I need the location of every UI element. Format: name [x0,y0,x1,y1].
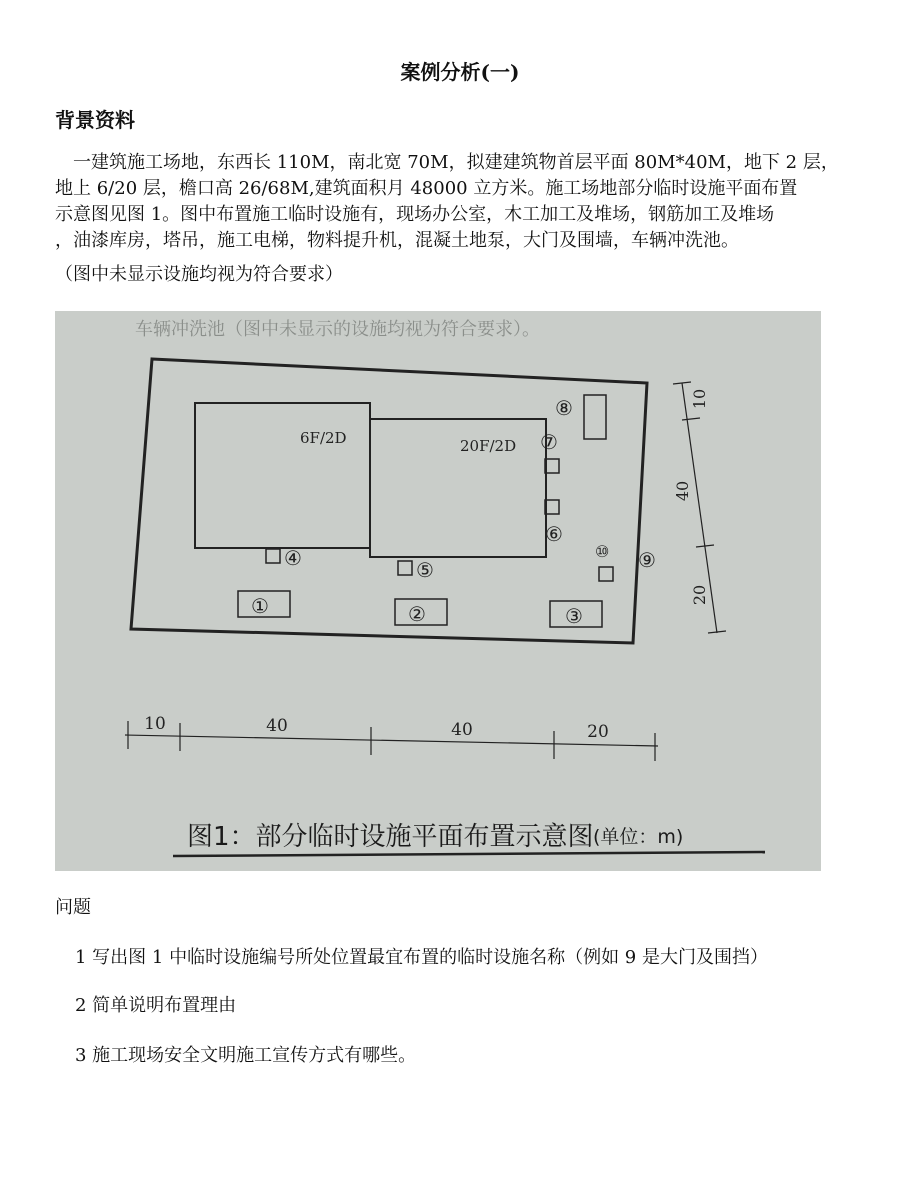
page-title: 案例分析(一) [400,60,520,84]
question-1: 1 写出图 1 中临时设施编号所处位置最宜布置的临时设施名称（例如 9 是大门及围挡） [75,947,768,968]
questions-label: 问题 [55,897,91,918]
background-heading: 背景资料 [55,108,135,132]
facility-6-box [545,500,559,514]
figure-caption: 图1：部分临时设施平面布置示意图 [187,822,594,852]
figure-caption-unit: (单位：m) [593,826,684,848]
figure-top-faded-text: 车辆冲洗池（图中未显示的设施均视为符合要求）。 [135,319,540,340]
marker-6: ⑥ [545,522,563,546]
facility-7-box [545,459,559,473]
bottom-dim-10: 10 [144,714,166,734]
bottom-dim-20: 20 [587,722,609,742]
right-dim-20: 20 [690,584,709,606]
bottom-dimension-line [125,735,658,746]
site-plan-figure [55,311,821,871]
background-line-3: 示意图见图 1。图中布置施工临时设施有，现场办公室，木工加工及堆场，钢筋加工及堆场 [55,204,775,225]
marker-4: ④ [284,546,302,570]
question-3: 3 施工现场安全文明施工宣传方式有哪些。 [75,1045,417,1066]
marker-2: ② [408,602,426,626]
question-2: 2 简单说明布置理由 [75,995,237,1016]
marker-8: ⑧ [555,396,573,420]
facility-8-box [584,395,606,439]
bottom-dim-40-b: 40 [451,720,473,740]
facility-10-box [599,567,613,581]
right-dim-40: 40 [673,480,692,502]
building-20f-label: 20F/2D [460,437,517,455]
background-line-1: 一建筑施工场地，东西长 110M，南北宽 70M，拟建建筑物首层平面 80M*40M，地下 2 层， [73,152,839,173]
facility-4-box [266,549,280,563]
background-line-2: 地上 6/20 层，檐口高 26/68M,建筑面积月 48000 立方米。施工场地部分临时设施平面布置 [55,178,798,199]
marker-10: ⑩ [595,542,610,561]
facility-5-box [398,561,412,575]
background-line-4: ，油漆库房，塔吊，施工电梯，物料提升机，混凝土地泵，大门及围墙，车辆冲洗池。 [55,230,739,251]
background-line-5: （图中未显示设施均视为符合要求） [55,264,343,285]
building-6f-label: 6F/2D [300,429,347,447]
caption-underline [173,852,765,856]
marker-9: ⑨ [638,548,656,572]
marker-1: ① [251,594,269,618]
building-20f [370,419,546,557]
marker-7: ⑦ [540,430,558,454]
marker-3: ③ [565,604,583,628]
right-dim-10: 10 [690,388,709,410]
bottom-dim-40-a: 40 [266,716,288,736]
building-6f [195,403,370,548]
marker-5: ⑤ [416,558,434,582]
